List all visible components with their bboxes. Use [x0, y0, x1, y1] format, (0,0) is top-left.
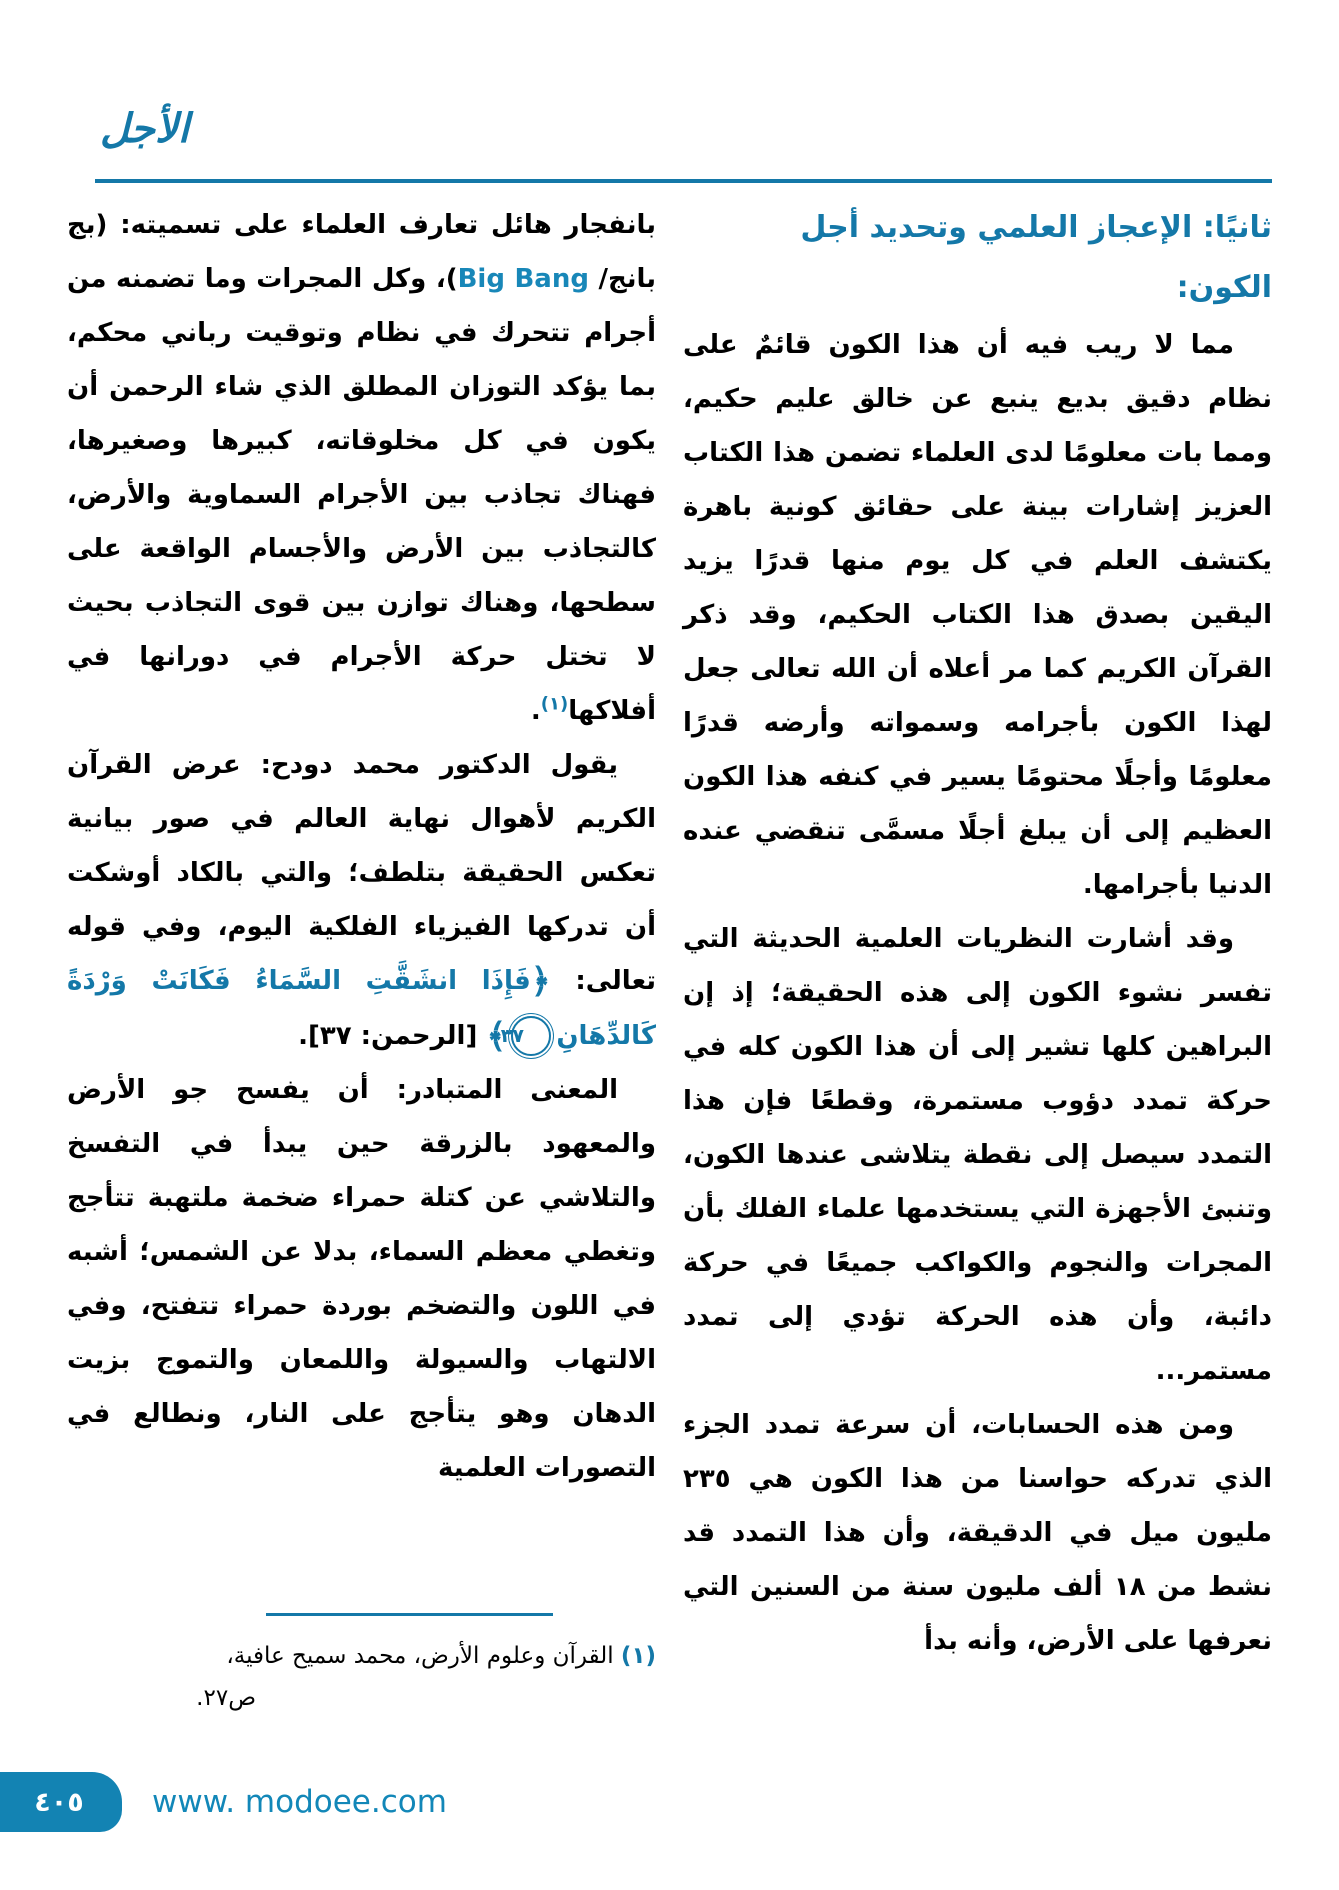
paragraph-with-verse [67, 738, 656, 1063]
footnote-line1 [67, 1634, 656, 1678]
paragraph-text: بانفجار هائل تعارف العلماء على تسميته: (بج بانج/ [67, 210, 656, 294]
page-number-badge [0, 1772, 122, 1832]
verse-open-ornament: ﴿ [530, 961, 551, 1002]
page-header-title: الأجل [100, 106, 189, 152]
verse-close-ornament: ﴾ [486, 1016, 507, 1056]
text-columns [67, 198, 1272, 1782]
website-url: www. modoee.com [152, 1784, 447, 1820]
big-bang-term: Big Bang [457, 264, 589, 294]
paragraph [67, 198, 656, 738]
left-column [67, 198, 656, 1782]
verse-number-medallion: ٣٧ [511, 1016, 551, 1056]
paragraph: ومن هذه الحسابات، أن سرعة تمدد الجزء الذي تدركه حواسنا من هذا الكون هي ٢٣٥ مليون ميل في الدقيقة، وأن هذا التمدد قد نشط من ١٨ ألف مليون سنة من السنين التي نعرفها على الأرض، وأنه بدأ [683, 1410, 1272, 1656]
page-number: ٤٠٥ [34, 1786, 84, 1818]
verse-citation: [الرحمن: ٣٧]. [298, 1020, 487, 1051]
footnote-reference-marker: (١) [540, 693, 569, 715]
section-heading-line2: الكون: [1176, 270, 1272, 305]
quran-verse-text: فَإِذَا انشَقَّتِ السَّمَاءُ فَكَانَتْ وَرْدَةً كَالدِّهَانِ [67, 966, 656, 1051]
footnote-text: القرآن وعلوم الأرض، محمد سميح عافية، [226, 1643, 621, 1669]
footnote-marker: (١) [620, 1643, 656, 1669]
header-rule [95, 179, 1272, 183]
paragraph: المعنى المتبادر: أن يفسح جو الأرض والمعهود بالزرقة حين يبدأ في التفسخ والتلاشي عن كتلة حمراء ضخمة ملتهبة تتأجج وتغطي معظم السماء، بدلا عن الشمس؛ أشبه في اللون والتضخم بوردة حمراء تتفتح، وفي الالتهاب والسيولة واللمعان والتموج بزيت الدهان وهو يتأجج على النار، ونطالع في التصورات العلمية [67, 1075, 656, 1483]
paragraph-text: . [530, 696, 541, 726]
paragraph: مما لا ريب فيه أن هذا الكون قائمٌ على نظام دقيق بديع ينبع عن خالق عليم حكيم، ومما بات معلومًا لدى العلماء تضمن هذا الكتاب العزيز إشارات بينة على حقائق كونية باهرة يكتشف العلم في كل يوم منها قدرًا يزيد اليقين بصدق هذا الكتاب الحكيم، وقد ذكر القرآن الكريم كما مر أعلاه أن الله تعالى جعل لهذا الكون بأجرامه وسمواته وأرضه قدرًا معلومًا وأجلًا محتومًا يسير في كنفه هذا الكون العظيم إلى أن يبلغ أجلًا مسمَّى تنقضي عنده الدنيا بأجرامها. [683, 330, 1272, 900]
footnote-block [67, 1613, 656, 1718]
footnote-separator-rule [266, 1613, 553, 1616]
footnote-line2: ص٢٧. [196, 1685, 256, 1711]
paragraph: وقد أشارت النظريات العلمية الحديثة التي تفسر نشوء الكون إلى هذه الحقيقة؛ إذ إن البراهين كلها تشير إلى أن هذا الكون كله في حركة تمدد دؤوب مستمرة، وقطعًا فإن هذا التمدد سيصل إلى نقطة يتلاشى عندها الكون، وتنبئ الأجهزة التي يستخدمها علماء الفلك بأن المجرات والنجوم والكواكب جميعًا في حركة دائبة، وأن هذه الحركة تؤدي إلى تمدد مستمر... [683, 924, 1272, 1386]
paragraph-text: يقول الدكتور محمد دودح: عرض القرآن الكريم لأهوال نهاية العالم في صور بيانية تعكس الحقيقة بتلطف؛ والتي بالكاد أوشكت أن تدركها الفيزياء الفلكية اليوم، وفي قوله تعالى: [67, 750, 657, 996]
section-heading-line1: ثانيًا: الإعجاز العلمي وتحديد أجل [800, 210, 1272, 245]
right-column [683, 198, 1272, 1782]
paragraph-text: )، وكل المجرات وما تضمنه من أجرام تتحرك في نظام وتوقيت رباني محكم، بما يؤكد التوزان المطلق الذي شاء الرحمن أن يكون في كل مخلوقاته، كبيرها وصغيرها، فهناك تجاذب بين الأجرام السماوية والأرض، كالتجاذب بين الأرض والأجسام الواقعة على سطحها، وهناك توازن بين قوى التجاذب بحيث لا تختل حركة الأجرام في دورانها في أفلاكها [67, 264, 656, 726]
